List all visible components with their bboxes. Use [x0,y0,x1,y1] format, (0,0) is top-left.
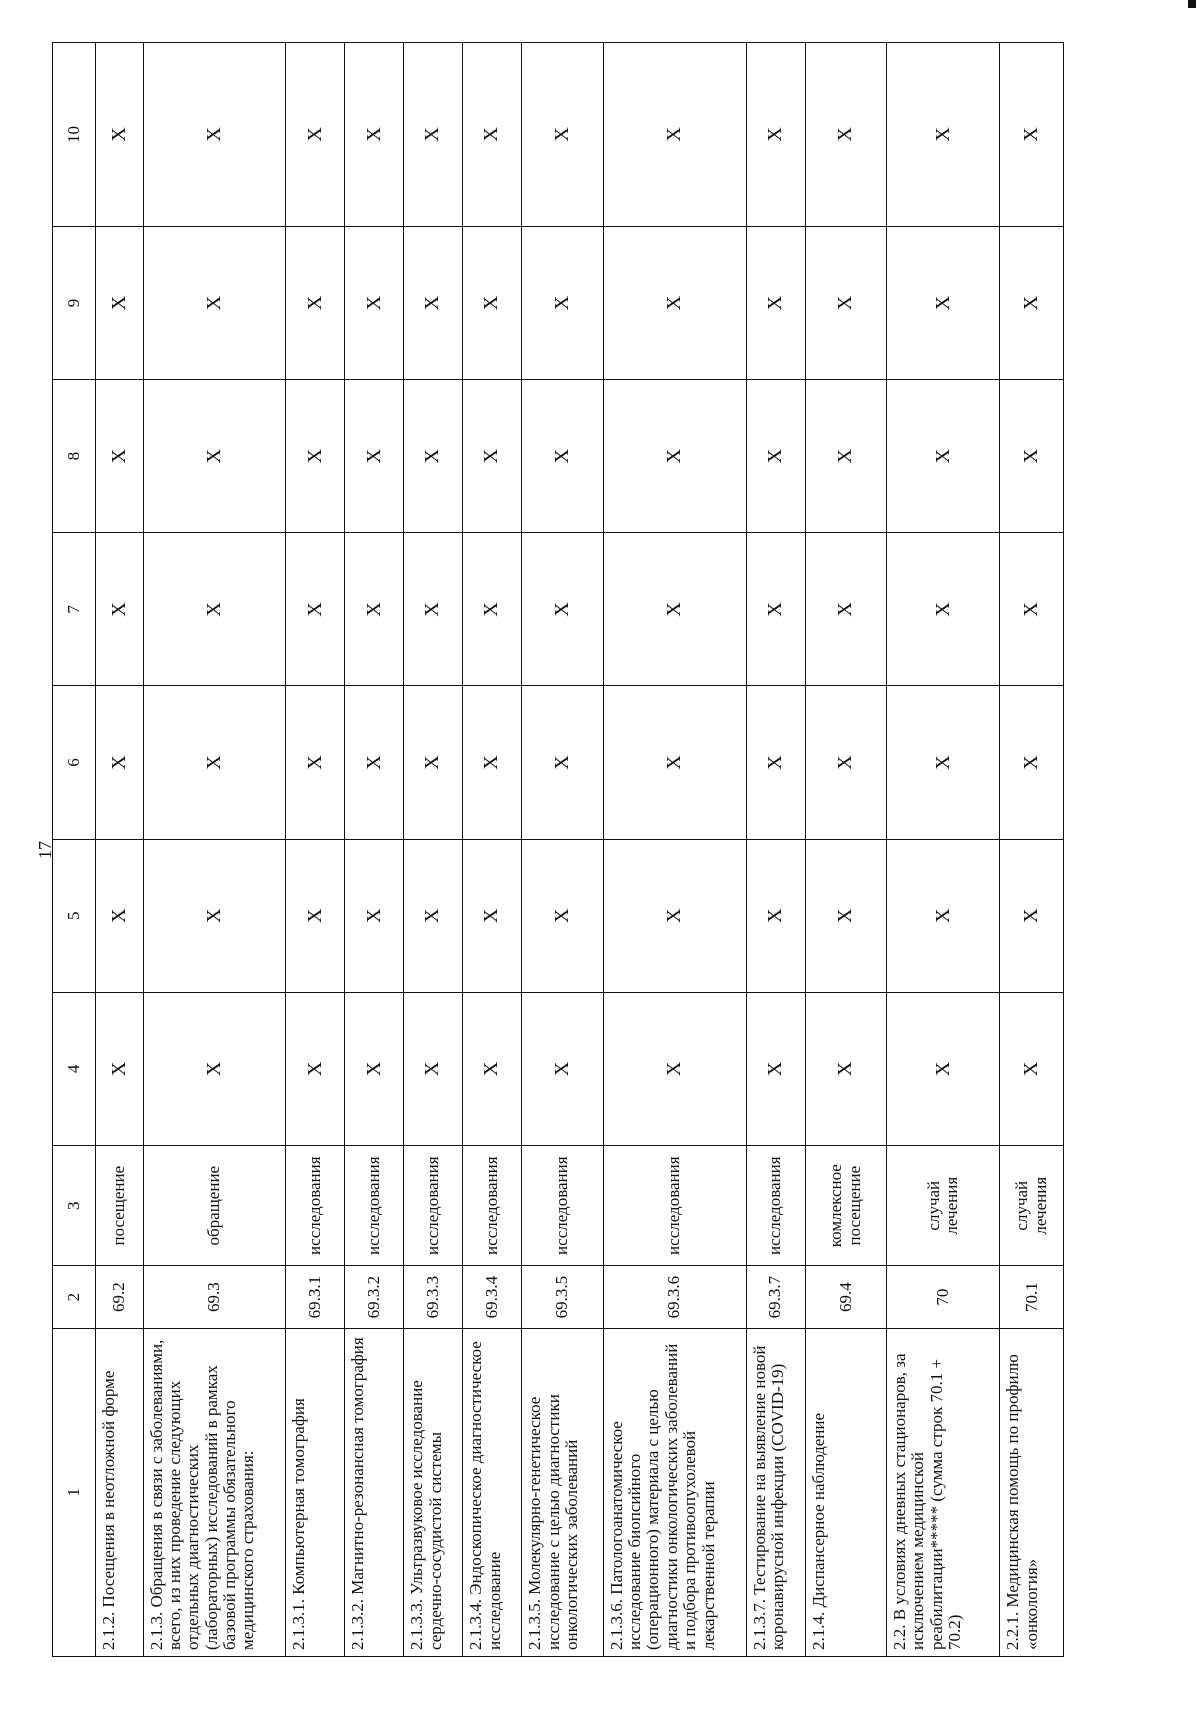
value-cell-col-10: Х [1000,43,1064,227]
unit-cell: комлексное посещение [805,1146,887,1266]
column-header-1: 1 [53,1328,96,1656]
scan-edge-mark [1188,0,1196,8]
value-cell-col-4: Х [345,992,404,1145]
value-cell-col-4: Х [404,992,463,1145]
line-number-cell: 69.3.7 [746,1266,805,1328]
value-cell-col-7: Х [463,533,522,686]
value-cell-col-5: Х [805,839,887,992]
line-number-cell: 69.3.3 [404,1266,463,1328]
line-number-cell: 69.3.6 [603,1266,746,1328]
row-name-cell: 2.1.3.1. Компьютерная томография [286,1328,345,1656]
value-cell-col-8: Х [463,380,522,533]
value-cell-col-9: Х [463,226,522,379]
value-cell-col-8: Х [345,380,404,533]
value-cell-col-5: Х [887,839,1000,992]
line-number-cell: 69.4 [805,1266,887,1328]
value-cell-col-8: Х [1000,380,1064,533]
column-header-7: 7 [53,533,96,686]
value-cell-col-6: Х [1000,686,1064,839]
line-number-cell: 70 [887,1266,1000,1328]
value-cell-col-9: Х [603,226,746,379]
value-cell-col-9: Х [143,226,286,379]
row-name-cell: 2.2. В условиях дневных стационаров, за исключением медицинской реабилитации***** (сумма строк 70.1 + 70.2) [887,1328,1000,1656]
unit-cell: случай лечения [1000,1146,1064,1266]
value-cell-col-5: Х [286,839,345,992]
value-cell-col-5: Х [345,839,404,992]
value-cell-col-10: Х [143,43,286,227]
value-cell-col-6: Х [746,686,805,839]
value-cell-col-6: Х [603,686,746,839]
value-cell-col-6: Х [143,686,286,839]
line-number-cell: 69.3 [143,1266,286,1328]
unit-cell: случай лечения [887,1146,1000,1266]
value-cell-col-4: Х [96,992,144,1145]
value-cell-col-7: Х [522,533,604,686]
row-name-cell: 2.1.3.5. Молекулярно-генетическое исследование с целью диагностики онкологических заболеваний [522,1328,604,1656]
unit-cell: обращение [143,1146,286,1266]
line-number-cell: 69.3.4 [463,1266,522,1328]
unit-cell: исследования [286,1146,345,1266]
value-cell-col-7: Х [1000,533,1064,686]
value-cell-col-5: Х [143,839,286,992]
table-body [96,43,1064,1657]
page-number: 17 [35,841,55,859]
table-row [345,43,404,1657]
value-cell-col-6: Х [887,686,1000,839]
line-number-cell: 69.2 [96,1266,144,1328]
value-cell-col-9: Х [746,226,805,379]
table-row [887,43,1000,1657]
value-cell-col-8: Х [143,380,286,533]
value-cell-col-7: Х [805,533,887,686]
value-cell-col-9: Х [805,226,887,379]
value-cell-col-5: Х [522,839,604,992]
row-name-cell: 2.1.3.3. Ультразвуковое исследование сердечно-сосудистой системы [404,1328,463,1656]
unit-cell: исследования [404,1146,463,1266]
value-cell-col-5: Х [96,839,144,992]
value-cell-col-8: Х [887,380,1000,533]
value-cell-col-9: Х [96,226,144,379]
statistics-table [52,42,1064,1657]
value-cell-col-4: Х [522,992,604,1145]
value-cell-col-4: Х [746,992,805,1145]
table-row [463,43,522,1657]
value-cell-col-5: Х [603,839,746,992]
line-number-cell: 69.3.5 [522,1266,604,1328]
value-cell-col-4: Х [286,992,345,1145]
column-header-3: 3 [53,1146,96,1266]
column-header-6: 6 [53,686,96,839]
rotated-table-container [52,42,1064,1657]
table-row [746,43,805,1657]
row-name-cell: 2.1.2. Посещения в неотложной форме [96,1328,144,1656]
value-cell-col-4: Х [463,992,522,1145]
value-cell-col-4: Х [805,992,887,1145]
value-cell-col-9: Х [1000,226,1064,379]
value-cell-col-9: Х [522,226,604,379]
row-name-cell: 2.1.3.6. Патологоанатомическое исследование биопсийного (операционного) материала с целью диагностики онкологических заболеваний и подбора противоопухолевой лекарственной терапии [603,1328,746,1656]
line-number-cell: 69.3.1 [286,1266,345,1328]
value-cell-col-7: Х [345,533,404,686]
table-row [96,43,144,1657]
table-row [404,43,463,1657]
row-name-cell: 2.1.4. Диспансерное наблюдение [805,1328,887,1656]
value-cell-col-6: Х [404,686,463,839]
value-cell-col-6: Х [345,686,404,839]
value-cell-col-4: Х [1000,992,1064,1145]
value-cell-col-5: Х [746,839,805,992]
column-header-8: 8 [53,380,96,533]
unit-cell: исследования [345,1146,404,1266]
value-cell-col-8: Х [404,380,463,533]
value-cell-col-4: Х [603,992,746,1145]
value-cell-col-10: Х [286,43,345,227]
line-number-cell: 69.3.2 [345,1266,404,1328]
value-cell-col-5: Х [404,839,463,992]
column-header-10: 10 [53,43,96,227]
value-cell-col-10: Х [345,43,404,227]
value-cell-col-7: Х [143,533,286,686]
row-name-cell: 2.1.3.7. Тестирование на выявление новой коронавирусной инфекции (COVID-19) [746,1328,805,1656]
table-row [522,43,604,1657]
value-cell-col-6: Х [463,686,522,839]
column-header-2: 2 [53,1266,96,1328]
value-cell-col-10: Х [603,43,746,227]
value-cell-col-7: Х [96,533,144,686]
value-cell-col-5: Х [463,839,522,992]
value-cell-col-10: Х [522,43,604,227]
value-cell-col-8: Х [286,380,345,533]
value-cell-col-4: Х [143,992,286,1145]
unit-cell: исследования [463,1146,522,1266]
column-header-5: 5 [53,839,96,992]
value-cell-col-8: Х [746,380,805,533]
value-cell-col-4: Х [887,992,1000,1145]
value-cell-col-10: Х [404,43,463,227]
row-name-cell: 2.2.1. Медицинская помощь по профилю «онкология» [1000,1328,1064,1656]
value-cell-col-10: Х [463,43,522,227]
value-cell-col-8: Х [522,380,604,533]
header-row [53,43,96,1657]
value-cell-col-6: Х [96,686,144,839]
value-cell-col-7: Х [746,533,805,686]
value-cell-col-6: Х [805,686,887,839]
row-name-cell: 2.1.3. Обращения в связи с заболеваниями, всего, из них проведение следующих отдельных диагностических (лабораторных) исследований в рамках базовой программы обязательного медицинского страхования: [143,1328,286,1656]
unit-cell: исследования [746,1146,805,1266]
value-cell-col-9: Х [887,226,1000,379]
value-cell-col-10: Х [746,43,805,227]
value-cell-col-10: Х [887,43,1000,227]
value-cell-col-6: Х [522,686,604,839]
value-cell-col-9: Х [286,226,345,379]
value-cell-col-6: Х [286,686,345,839]
unit-cell: исследования [522,1146,604,1266]
table-row [805,43,887,1657]
unit-cell: исследования [603,1146,746,1266]
value-cell-col-8: Х [603,380,746,533]
value-cell-col-5: Х [1000,839,1064,992]
value-cell-col-8: Х [805,380,887,533]
value-cell-col-9: Х [345,226,404,379]
table-row [286,43,345,1657]
column-header-9: 9 [53,226,96,379]
value-cell-col-7: Х [286,533,345,686]
value-cell-col-9: Х [404,226,463,379]
table-row [603,43,746,1657]
value-cell-col-10: Х [96,43,144,227]
value-cell-col-7: Х [603,533,746,686]
unit-cell: посещение [96,1146,144,1266]
value-cell-col-10: Х [805,43,887,227]
table-row [1000,43,1064,1657]
value-cell-col-7: Х [887,533,1000,686]
row-name-cell: 2.1.3.2. Магнитно-резонансная томография [345,1328,404,1656]
value-cell-col-8: Х [96,380,144,533]
table-row [143,43,286,1657]
column-header-4: 4 [53,992,96,1145]
row-name-cell: 2.1.3.4. Эндоскопическое диагностическое исследование [463,1328,522,1656]
line-number-cell: 70.1 [1000,1266,1064,1328]
value-cell-col-7: Х [404,533,463,686]
